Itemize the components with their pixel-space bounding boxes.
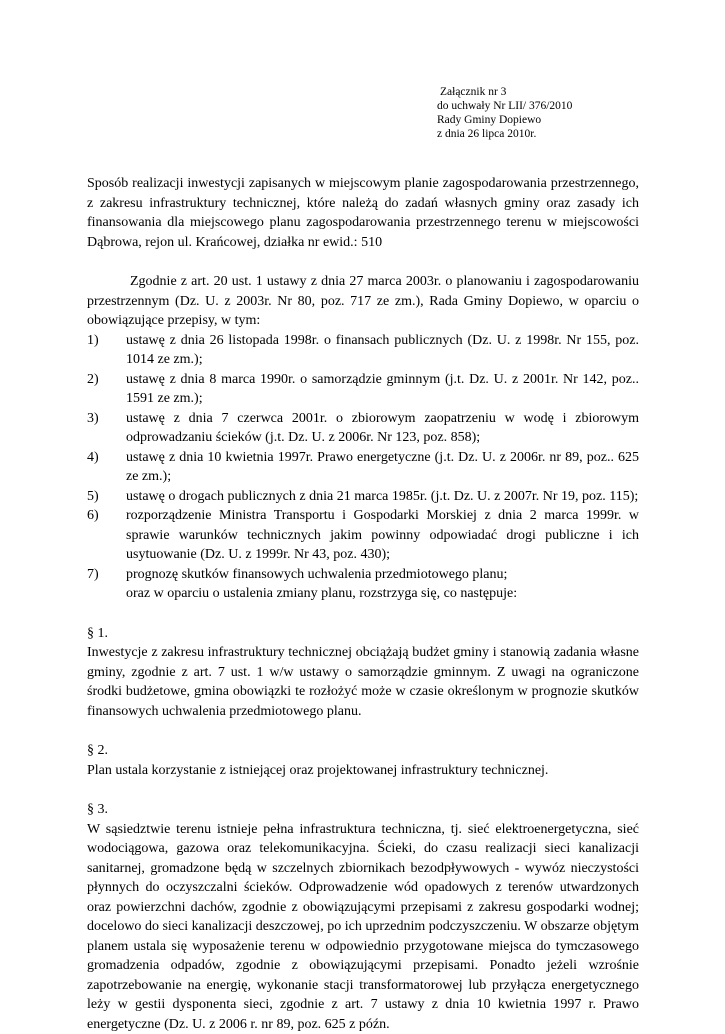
section-3 (87, 800, 639, 1034)
list-item-number: 2) (87, 370, 120, 390)
section-1 (87, 624, 639, 722)
header-line-council: Rady Gminy Dopiewo (437, 113, 687, 127)
list-item-number: 1) (87, 331, 120, 351)
list-item (87, 448, 639, 487)
list-item (87, 487, 639, 507)
intro-paragraph: Zgodnie z art. 20 ust. 1 ustawy z dnia 27 marca 2003r. o planowaniu i zagospodarowaniu przestrzennym (Dz. U. z 2003r. Nr 80, poz. 717 ze zm.), Rada Gminy Dopiewo, w oparciu o obowiązujące przepisy, w tym: (87, 272, 639, 331)
section-heading: § 2. (87, 741, 639, 761)
section-heading: § 3. (87, 800, 639, 820)
list-item-number: 7) (87, 565, 120, 585)
list-item-text: ustawę z dnia 7 czerwca 2001r. o zbiorowym zaopatrzeniu w wodę i zbiorowym odprowadzaniu ścieków (j.t. Dz. U. z 2006r. Nr 123, poz. 858); (126, 411, 639, 446)
legal-basis-list (87, 331, 639, 585)
document-body (87, 174, 639, 1034)
document-title: Sposób realizacji inwestycji zapisanych w miejscowym planie zagospodarowania przestrzennego, z zakresu infrastruktury technicznej, które należą do zadań własnych gminy oraz zasady ich finansowania dla miejscowego planu zagospodarowania przestrzennego terenu w miejscowości Dąbrowa, rejon ul. Krańcowej, działka nr ewid.: 510 (87, 174, 639, 252)
section-heading: § 1. (87, 624, 639, 644)
section-text: Plan ustala korzystanie z istniejącej oraz projektowanej infrastruktury technicznej. (87, 761, 639, 781)
list-item-text: ustawę z dnia 10 kwietnia 1997r. Prawo energetyczne (j.t. Dz. U. z 2006r. nr 89, poz.. 625 ze zm.); (126, 450, 639, 485)
list-item-text: prognozę skutków finansowych uchwalenia przedmiotowego planu; (126, 567, 507, 582)
list-item-number: 3) (87, 409, 120, 429)
decision-statement: oraz w oparciu o ustalenia zmiany planu, rozstrzyga się, co następuje: (87, 584, 639, 604)
list-item-text: ustawę o drogach publicznych z dnia 21 marca 1985r. (j.t. Dz. U. z 2007r. Nr 19, poz. 115); (126, 489, 638, 504)
list-item-text: ustawę z dnia 26 listopada 1998r. o finansach publicznych (Dz. U. z 1998r. Nr 155, poz. 1014 ze zm.); (126, 333, 639, 368)
list-item (87, 409, 639, 448)
list-item-number: 5) (87, 487, 120, 507)
list-item (87, 565, 639, 585)
list-item-text: rozporządzenie Ministra Transportu i Gospodarki Morskiej z dnia 2 marca 1999r. w sprawie warunków technicznych jakim powinny odpowiadać drogi publiczne i ich usytuowanie (Dz. U. z 1999r. Nr 43, poz. 430); (126, 508, 639, 562)
list-item (87, 331, 639, 370)
list-item-number: 6) (87, 506, 120, 526)
list-item-number: 4) (87, 448, 120, 468)
attachment-header (437, 85, 687, 141)
section-text: W sąsiedztwie terenu istnieje pełna infrastruktura techniczna, tj. sieć elektroenergetyczna, sieć wodociągowa, gazowa oraz telekomunikacyjna. Ścieki, do czasu realizacji sieci kanalizacji sanitarnej, gromadzone będą w szczelnych zbiornikach bezodpływowych - wywóz nieczystości płynnych do oczyszczalni ścieków. Odprowadzenie wód opadowych z terenów utwardzonych oraz powierzchni dachów, zgodnie z obowiązującymi przepisami z zakresu gospodarki wodnej; docelowo do sieci kanalizacji deszczowej, po ich uprzednim podczyszczeniu. W obszarze objętym planem ustala się wyposażenie terenu w odpowiednio przygotowane miejsca do tymczasowego gromadzenia odpadów, zgodnie z obowiązującymi przepisami. Ponadto jeżeli wzrośnie zapotrzebowanie na energię, wykonanie stacji transformatorowej lub przyłącza energetycznego leży w gestii dysponenta sieci, zgodnie z art. 7 ustawy z dnia 10 kwietnia 1997 r. Prawo energetyczne (Dz. U. z 2006 r. nr 89, poz. 625 z późn. (87, 820, 639, 1034)
list-item (87, 506, 639, 565)
list-item-text: ustawę z dnia 8 marca 1990r. o samorządzie gminnym (j.t. Dz. U. z 2001r. Nr 142, poz.. 1591 ze zm.); (126, 372, 639, 407)
section-text: Inwestycje z zakresu infrastruktury technicznej obciążają budżet gminy i stanowią zadania własne gminy, zgodnie z art. 7 ust. 1 w/w ustawy o samorządzie gminnym. Z uwagi na ograniczone środki budżetowe, gmina obowiązki te rozłożyć może w czasie określonym w prognozie skutków finansowych uchwalenia przedmiotowego planu. (87, 643, 639, 721)
list-item (87, 370, 639, 409)
header-line-attachment: Załącznik nr 3 (437, 85, 687, 99)
header-line-date: z dnia 26 lipca 2010r. (437, 127, 687, 141)
section-2 (87, 741, 639, 780)
header-line-resolution: do uchwały Nr LII/ 376/2010 (437, 99, 687, 113)
